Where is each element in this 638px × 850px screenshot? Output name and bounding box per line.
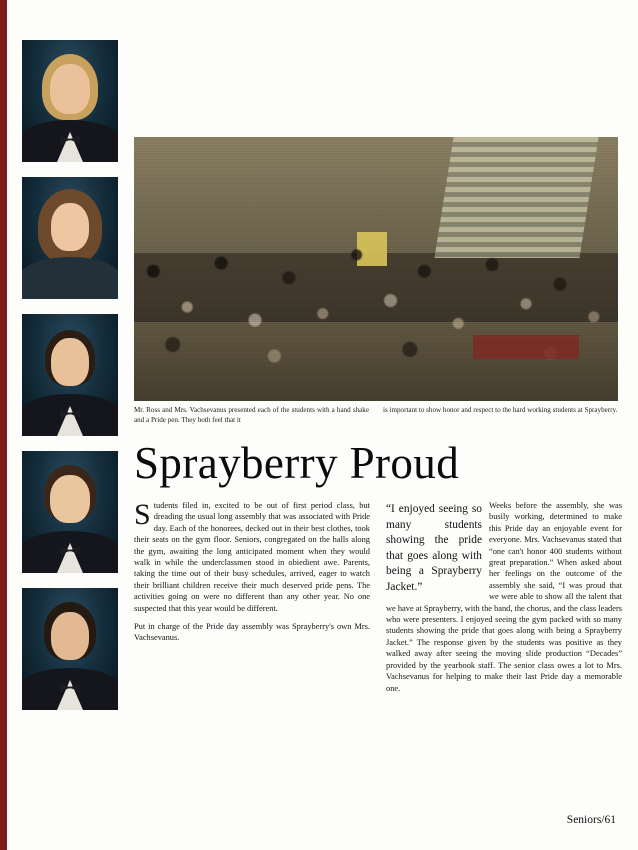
- face-shape: [51, 612, 89, 660]
- caption-right: is important to show honor and respect to the hard working students at Sprayberry.: [383, 406, 618, 414]
- article-paragraph-2: Put in charge of the Pride day assembly was Sprayberry's own Mrs. Vachsevanus.: [134, 622, 370, 643]
- photo-grain-overlay: [134, 137, 618, 401]
- article-column-right: [386, 500, 622, 701]
- senior-portrait-3: [22, 314, 118, 436]
- senior-portrait-5: [22, 588, 118, 710]
- face-shape: [50, 475, 90, 523]
- shoulders-shape: [22, 257, 118, 299]
- pull-quote: “I enjoyed seeing so many students showing the pride that goes along with being a Sprayberry Jacket.”: [386, 503, 482, 593]
- face-shape: [51, 338, 89, 386]
- article-paragraph-3: Weeks before the assembly, she was busily working, determined to make this Pride day an enjoyable event for everyone. Mrs. Vachsevanus stated that “one can't honor 400 students without great preparation.” When asked about her feelings on the outcome of the assembly she said, “I was proud that we were able to show all the talent that we have at Sprayberry, with the band, the chorus, and the class leaders who were presenters. I enjoyed seeing the gym packed with so many students showing the pride that goes along with being a Sprayberry Jacket.” The response given by the students was positive as they walked away after seeing the moving slide production “Decades” provided by the yearbook staff. The senior class owes a lot to Mrs. Vachsevanus for helping to make their last Pride day a memorable one.: [386, 501, 622, 693]
- page-title: Sprayberry Proud: [134, 438, 460, 488]
- page-folio: Seniors/61: [566, 814, 616, 826]
- article-paragraph-1: Students filed in, excited to be out of first period class, but dreading the usual long assembly that was associated with Pride day. Each of the honorees, decked out in their best clothes, took their seats on the gym floor. Seniors, congregated on the halls along the gym, awaiting the long anticipated moment when they would walk in while the underclassmen stood in obiedient awe. Parents, taking the time out of their busy schedules, arrived, eager to watch their brilliant children receive their much deserved pride pens. The activities going on were no different than any other year. No one suspected that this year would be different.: [134, 498, 370, 613]
- article-column-left: [134, 500, 370, 701]
- senior-portrait-2: [22, 177, 118, 299]
- photo-caption: [134, 406, 618, 425]
- page-edge-bar: [0, 0, 7, 850]
- senior-portrait-4: [22, 451, 118, 573]
- senior-portrait-column: [22, 40, 118, 725]
- senior-portrait-1: [22, 40, 118, 162]
- pride-day-assembly-photo: [134, 137, 618, 401]
- article-body: [134, 500, 622, 701]
- face-shape: [50, 64, 90, 114]
- face-shape: [51, 203, 89, 251]
- caption-left: Mr. Ross and Mrs. Vachsevanus presented each of the students with a hand shake and a Pride pen. They both feel that it: [134, 406, 369, 424]
